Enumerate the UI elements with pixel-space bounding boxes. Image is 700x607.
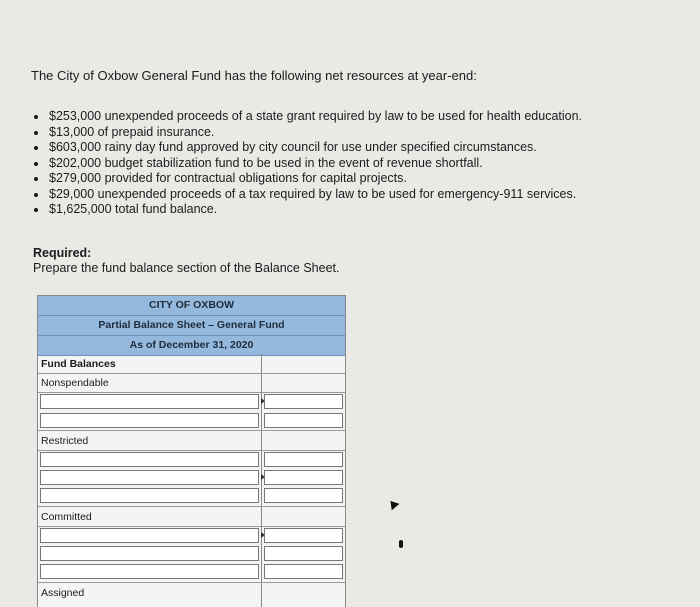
committed-row-1 [40, 528, 343, 544]
row-divider [38, 430, 345, 431]
row-divider [38, 506, 345, 507]
committed-amount-1[interactable] [264, 528, 343, 543]
list-item: $603,000 rainy day fund approved by city council for use under specified circumstances. [32, 140, 582, 156]
restricted-row-1 [40, 452, 343, 468]
committed-row-2 [40, 546, 343, 562]
list-item: $13,000 of prepaid insurance. [32, 125, 582, 141]
restricted-select-1[interactable] [40, 452, 259, 467]
fund-balances-label: Fund Balances [41, 358, 116, 370]
required-text: Prepare the fund balance section of the Balance Sheet. [33, 261, 340, 275]
balance-sheet-table [37, 295, 346, 607]
restricted-row-3 [40, 488, 343, 504]
sheet-title-date: As of December 31, 2020 [38, 336, 345, 356]
nonspendable-amount-2[interactable] [264, 413, 343, 428]
committed-select-1[interactable] [40, 528, 259, 543]
cursor-mark-icon [399, 540, 403, 548]
nonspendable-amount-1[interactable] [264, 394, 343, 409]
restricted-label: Restricted [41, 435, 89, 447]
required-heading: Required: [33, 246, 92, 260]
nonspendable-select-1[interactable] [40, 394, 259, 409]
cursor-arrow-icon [387, 498, 400, 511]
restricted-amount-3[interactable] [264, 488, 343, 503]
committed-select-2[interactable] [40, 546, 259, 561]
committed-amount-2[interactable] [264, 546, 343, 561]
committed-row-3 [40, 564, 343, 580]
committed-amount-3[interactable] [264, 564, 343, 579]
restricted-select-2[interactable] [40, 470, 259, 485]
restricted-row-2 [40, 470, 343, 486]
restricted-amount-1[interactable] [264, 452, 343, 467]
list-item: $279,000 provided for contractual obligations for capital projects. [32, 171, 582, 187]
sheet-title-statement: Partial Balance Sheet – General Fund [38, 316, 345, 336]
nonspendable-row-1 [40, 394, 343, 410]
nonspendable-select-2[interactable] [40, 413, 259, 428]
committed-label: Committed [41, 511, 92, 523]
committed-select-3[interactable] [40, 564, 259, 579]
sheet-title-city: CITY OF OXBOW [38, 296, 345, 316]
restricted-select-3[interactable] [40, 488, 259, 503]
list-item: $253,000 unexpended proceeds of a state grant required by law to be used for health education. [32, 109, 582, 125]
nonspendable-row-2 [40, 413, 343, 429]
intro-text: The City of Oxbow General Fund has the following net resources at year-end: [31, 68, 477, 83]
resource-list [32, 109, 582, 218]
row-divider [38, 582, 345, 583]
row-divider [38, 450, 345, 451]
list-item: $1,625,000 total fund balance. [32, 202, 582, 218]
row-divider [38, 373, 345, 374]
row-divider [38, 526, 345, 527]
row-divider [38, 392, 345, 393]
restricted-amount-2[interactable] [264, 470, 343, 485]
list-item: $202,000 budget stabilization fund to be used in the event of revenue shortfall. [32, 156, 582, 172]
assigned-label: Assigned [41, 587, 85, 599]
list-item: $29,000 unexpended proceeds of a tax required by law to be used for emergency-911 services. [32, 187, 582, 203]
nonspendable-label: Nonspendable [41, 377, 109, 389]
